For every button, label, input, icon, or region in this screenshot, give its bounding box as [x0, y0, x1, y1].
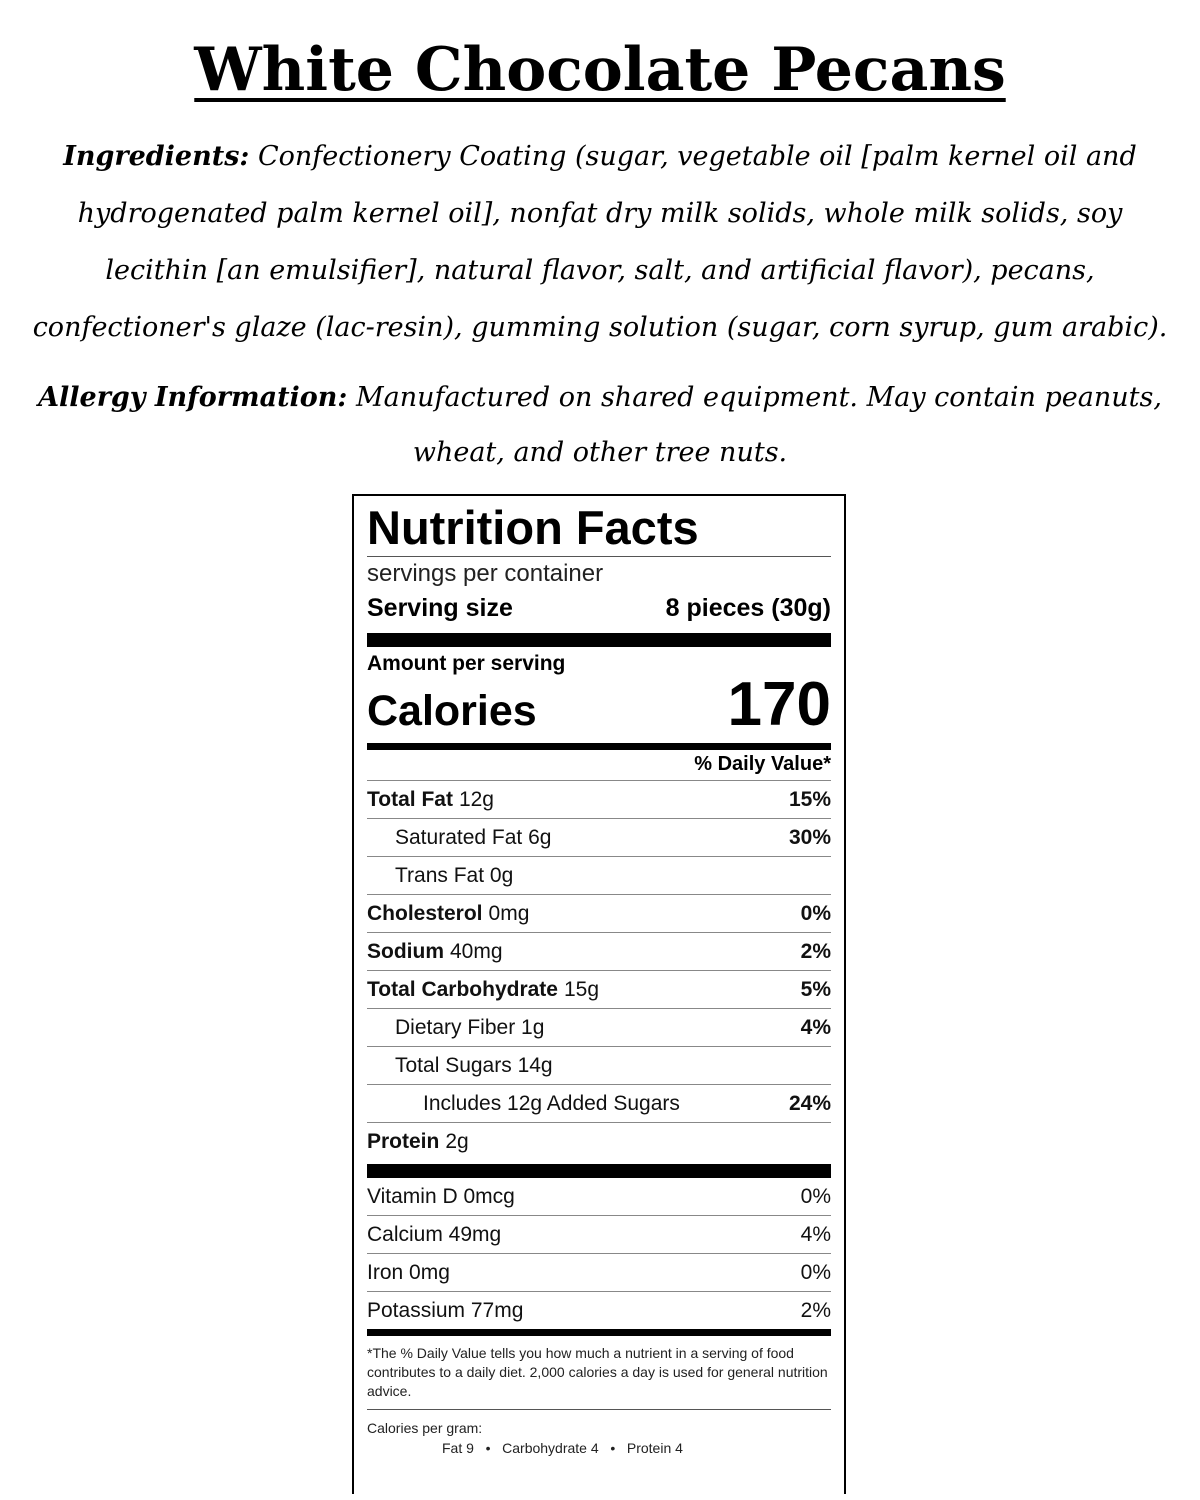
- ingredients-paragraph: [0, 128, 1200, 356]
- serving-size-label: Serving size: [367, 594, 513, 622]
- vitamin-percent: 2%: [800, 1298, 831, 1322]
- nutrient-name: Dietary Fiber 1g: [395, 1015, 545, 1039]
- allergy-line-1: [0, 370, 1200, 425]
- nutrient-name: Saturated Fat 6g: [395, 825, 552, 849]
- nutrient-name: Cholesterol: [367, 901, 483, 925]
- nutrient-name: Sodium: [367, 939, 444, 963]
- allergy-label: Allergy Information:: [38, 382, 348, 413]
- product-title-text: White Chocolate Pecans: [194, 35, 1006, 105]
- nutrient-amount: 40mg: [450, 939, 503, 963]
- ingredients-line-3: lecithin [an emulsifier], natural flavor, salt, and artificial flavor), pecans,: [105, 255, 1095, 286]
- nutrient-row-total-fat: [367, 780, 831, 818]
- vitamin-percent: 0%: [800, 1260, 831, 1284]
- nutrient-percent: 0%: [800, 901, 831, 925]
- nutrient-name: Total Sugars 14g: [395, 1053, 553, 1077]
- product-title: [0, 30, 1200, 110]
- nutrient-percent: 30%: [788, 825, 831, 849]
- vitamin-percent: 0%: [800, 1184, 831, 1208]
- vitamin-row-potassium: [367, 1291, 831, 1329]
- nutrient-amount: 15g: [563, 977, 600, 1001]
- allergy-line-2: wheat, and other tree nuts.: [412, 437, 788, 468]
- vitamin-row-vitamin-d: [367, 1178, 831, 1215]
- nutrient-amount: 12g: [458, 787, 494, 811]
- nutrient-row-cholesterol: [367, 894, 831, 932]
- ingredients-text-1: Confectionery Coating (sugar, vegetable oil [palm kernel oil and: [257, 141, 1137, 172]
- medium-divider: [367, 743, 831, 750]
- nutrient-row-protein: [367, 1122, 831, 1160]
- calories-per-gram-label: Calories per gram:: [367, 1420, 483, 1436]
- allergy-text-1: Manufactured on shared equipment. May contain peanuts,: [356, 382, 1162, 413]
- nutrient-name: Total Carbohydrate: [367, 977, 558, 1001]
- serving-size-value: 8 pieces (30g): [665, 594, 831, 622]
- nutrient-percent: 24%: [788, 1091, 831, 1115]
- nutrition-facts-title: Nutrition Facts: [367, 501, 699, 554]
- nutrient-row-trans-fat: [367, 856, 831, 894]
- ingredients-label: Ingredients:: [63, 141, 250, 172]
- nutrient-percent: 4%: [800, 1015, 831, 1039]
- ingredients-line-1: [0, 128, 1200, 185]
- nutrient-percent: 15%: [788, 787, 831, 811]
- vitamin-name: Calcium 49mg: [367, 1222, 502, 1246]
- vitamin-name: Vitamin D 0mcg: [367, 1184, 515, 1208]
- calories-row: [367, 670, 831, 739]
- nutrient-name: Includes 12g Added Sugars: [423, 1091, 680, 1115]
- allergy-paragraph: [0, 370, 1200, 480]
- vitamin-percent: 4%: [800, 1222, 831, 1246]
- serving-size-row: [367, 591, 831, 625]
- calories-per-gram: [367, 1410, 831, 1458]
- vitamin-row-iron: [367, 1253, 831, 1291]
- calories-value: 170: [727, 670, 831, 739]
- nutrient-row-saturated-fat: [367, 818, 831, 856]
- nutrient-percent: 2%: [800, 939, 831, 963]
- daily-value-footnote: *The % Daily Value tells you how much a nutrient in a serving of food contributes to a daily diet. 2,000 calories a day is used for general nutrition advice.: [367, 1345, 828, 1399]
- nutrient-name: Total Fat: [367, 787, 453, 811]
- daily-value-header: % Daily Value*: [694, 753, 831, 775]
- nutrient-name: Protein: [367, 1129, 440, 1153]
- ingredients-line-4: confectioner's glaze (lac-resin), gumming solution (sugar, corn syrup, gum arabic).: [32, 312, 1168, 343]
- servings-per-container: servings per container: [367, 560, 604, 587]
- nutrient-name: Trans Fat 0g: [395, 863, 514, 887]
- vitamin-name: Potassium 77mg: [367, 1298, 524, 1322]
- amount-per-serving: Amount per serving: [367, 652, 566, 675]
- ingredients-line-2: hydrogenated palm kernel oil], nonfat dry milk solids, whole milk solids, soy: [77, 198, 1123, 229]
- calories-label: Calories: [367, 687, 537, 735]
- vitamin-row-calcium: [367, 1215, 831, 1253]
- thick-divider: [367, 633, 831, 647]
- nutrient-percent: 5%: [800, 977, 831, 1001]
- nutrient-amount: 0mg: [488, 901, 530, 925]
- vitamin-name: Iron 0mg: [367, 1260, 450, 1284]
- nutrient-row-total-sugars: [367, 1046, 831, 1084]
- nutrient-row-dietary-fiber: [367, 1008, 831, 1046]
- thick-divider: [367, 1164, 831, 1178]
- nutrition-facts-label: [352, 494, 846, 1494]
- calories-per-gram-values: Fat 9 • Carbohydrate 4 • Protein 4: [442, 1440, 683, 1456]
- medium-divider: [367, 1329, 831, 1336]
- nutrient-row-sodium: [367, 932, 831, 970]
- nutrient-row-added-sugars: [367, 1084, 831, 1122]
- nutrient-row-total-carbohydrate: [367, 970, 831, 1008]
- nutrient-amount: 2g: [445, 1129, 469, 1153]
